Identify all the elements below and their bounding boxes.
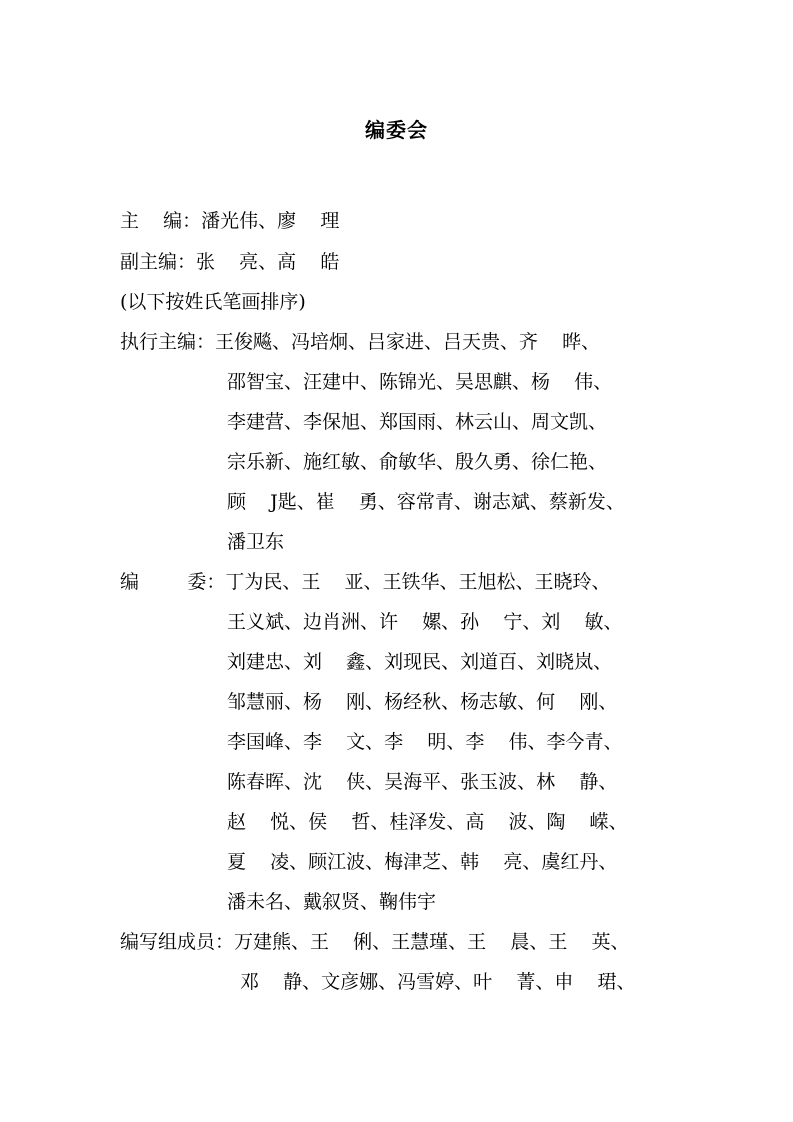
committee-members-line: 陈春晖、沈 侠、吴海平、张玉波、林 静、: [227, 771, 618, 793]
committee-members-line: 王义斌、边肖洲、许 嫘、孙 宁、刘 敏、: [227, 611, 623, 633]
writing-group-line: 编写组成员：万建熊、王 俐、王慧瑾、王 晨、王 英、: [120, 931, 630, 953]
committee-members-line: 刘建忠、刘 鑫、刘现民、刘道百、刘晓岚、: [227, 651, 613, 673]
committee-members-line: 潘未名、戴叙贤、鞠伟宇: [227, 891, 437, 913]
executive-editors-line: 执行主编：王俊飚、冯培炯、吕家进、吕天贵、齐 晔、: [120, 331, 601, 353]
writing-group-line: 邓 静、文彦娜、冯雪婷、叶 菁、申 珺、: [240, 971, 636, 993]
committee-members-line: 编 委：丁为民、王 亚、王铁华、王旭松、王晓玲、: [120, 571, 611, 593]
committee-members-line: 李国峰、李 文、李 明、李 伟、李今青、: [227, 731, 623, 753]
chief-editors-line: 主 编：潘光伟、廖 理: [120, 210, 340, 232]
committee-members-line: 邹慧丽、杨 刚、杨经秋、杨志敏、何 刚、: [227, 691, 618, 713]
executive-editors-line: 顾 J匙、崔 勇、容常青、谢志斌、蔡新发、: [227, 491, 625, 513]
executive-editors-line: 李建营、李保旭、郑国雨、林云山、周文凯、: [227, 411, 608, 433]
deputy-chief-editors-line: 副主编：张 亮、高 皓: [120, 251, 340, 273]
committee-members-line: 赵 悦、侯 哲、桂泽发、高 波、陶 嵘、: [227, 811, 628, 833]
sorting-note: (以下按姓氏笔画排序): [120, 291, 306, 313]
executive-editors-line: 潘卫东: [227, 531, 285, 553]
page-title: 编委会: [365, 118, 428, 142]
executive-editors-line: 宗乐新、施红敏、俞敏华、殷久勇、徐仁艳、: [227, 451, 608, 473]
executive-editors-line: 邵智宝、汪建中、陈锦光、吴思麒、杨 伟、: [227, 371, 613, 393]
committee-members-line: 夏 凌、顾江波、梅津芝、韩 亮、虞红丹、: [227, 851, 618, 873]
